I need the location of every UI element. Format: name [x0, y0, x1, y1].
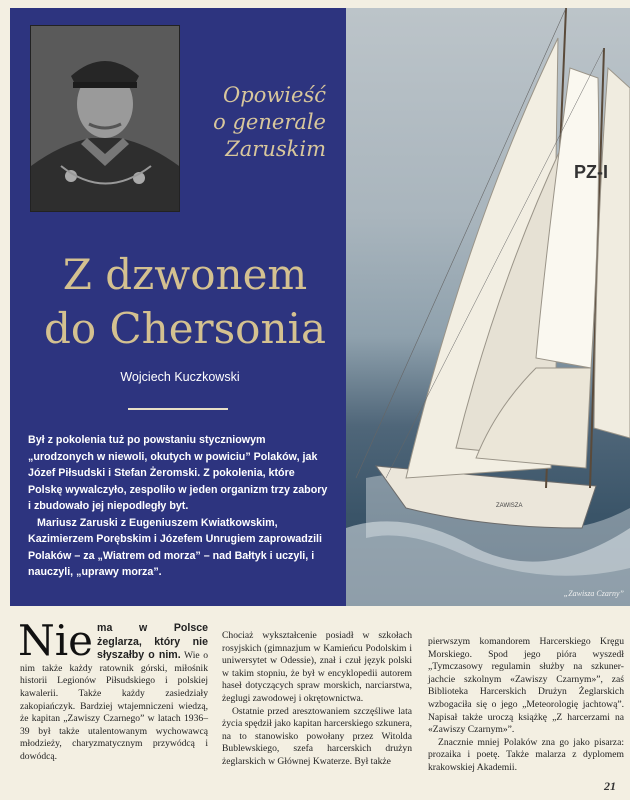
lead-text: Był z pokolenia tuż po powstaniu styczniowym „urodzonych w niewoli, okutych w powiciu” Polaków, jak Józef Piłsudski i Stefan Żeromski. Z pokolenia, które Polskę wywalczyło, zespoliło w jeden organizm trzy zabory i zbudowało jej niepodległy byt.	[28, 434, 328, 512]
body-paragraph: Chociaż wykształcenie posiadł w szkołach rosyjskich (gimnazjum w Kamieńcu Podolskim i uniwersytet w Odessie), znał i czuł język polski w takim stopniu, że był w encyklopedii autorem haseł dotyczących spraw morskich, narciarstwa, żeglugi zawodowej i okrętownictwa.	[222, 630, 412, 704]
body-paragraph: pierwszym komandorem Harcerskiego Kręgu Morskiego. Spod jego pióra wyszedł „Tymczasowy regulamin służby na szkuner-jachcie szkolnym «Zawiszy Czarnym»”, zaś Biblioteka Harcerskich Drużyn Żeglarskich wzbogaciła się o jego „Meteorologię jachtową”. Napisał także uroczą książkę „Z harcerzami na «Zawiszy Czarnym»”.	[428, 636, 624, 736]
portrait-illustration	[31, 26, 179, 211]
divider	[128, 408, 228, 410]
general-portrait	[30, 25, 180, 212]
author-name: Wojciech Kuczkowski	[120, 370, 240, 384]
sail-number: PZ-I	[574, 162, 608, 182]
title-line: Z dzwonem	[62, 250, 308, 299]
body-paragraph: Znacznie mniej Polaków zna go jako pisarza: prozaika i poetę. Także malarza z dyplomem krakowskiej Akademii.	[428, 736, 624, 773]
title-line: do Chersonia	[43, 304, 326, 353]
body-paragraph: Ostatnie przed aresztowaniem szczęśliwe lata życia spędził jako kapitan harcerskiego szkunera, na to stanowisko powołany przez Witolda Bublewskiego, szefa harcerskich drużyn żeglarskich w Głównej Kwaterze. Był także	[222, 705, 412, 767]
subtitle-line: Opowieść	[223, 83, 326, 107]
photo-caption: „Zawisza Czarny”	[563, 589, 624, 598]
sailing-ship-illustration	[346, 8, 630, 606]
lead-paragraph	[28, 432, 330, 581]
article-title	[30, 248, 340, 356]
subtitle-line: o generale	[213, 110, 326, 134]
drop-cap: Nie	[18, 616, 94, 665]
body-text: Wie o nim także każdy ratownik górski, miłośnik historii Legionów Piłsudskiego i polskiej kawalerii. Także każdy zasiedziały zakopiańczyk. Bardziej wtajemniczeni wiedzą, że kapitan „Zawiszy Czarnego” w latach 1936–39 był także utalentowanym wychowawcą młodzieży, charyzmatycznym przywódcą i dowódcą.	[20, 650, 208, 762]
subtitle-line: Zaruskim	[225, 137, 326, 161]
hull-name: ZAWISZA	[496, 503, 523, 509]
body-column-3	[428, 636, 624, 775]
subtitle	[196, 82, 326, 163]
body-column-2	[222, 630, 412, 769]
body-column-1	[18, 616, 208, 764]
page-number: 21	[604, 779, 616, 793]
ship-photo	[346, 8, 630, 606]
lead-text: Mariusz Zaruski z Eugeniuszem Kwiatkowskim, Kazimierzem Porębskim i Józefem Unrugiem zaprowadzili Polaków – za „Wiatrem od morza” – nad Bałtyk i uczyli, i nauczyli, „uprawy morza”.	[28, 516, 322, 578]
lead-in: ma w Polsce żeglarza, który nie słyszałby o nim.	[97, 622, 208, 662]
